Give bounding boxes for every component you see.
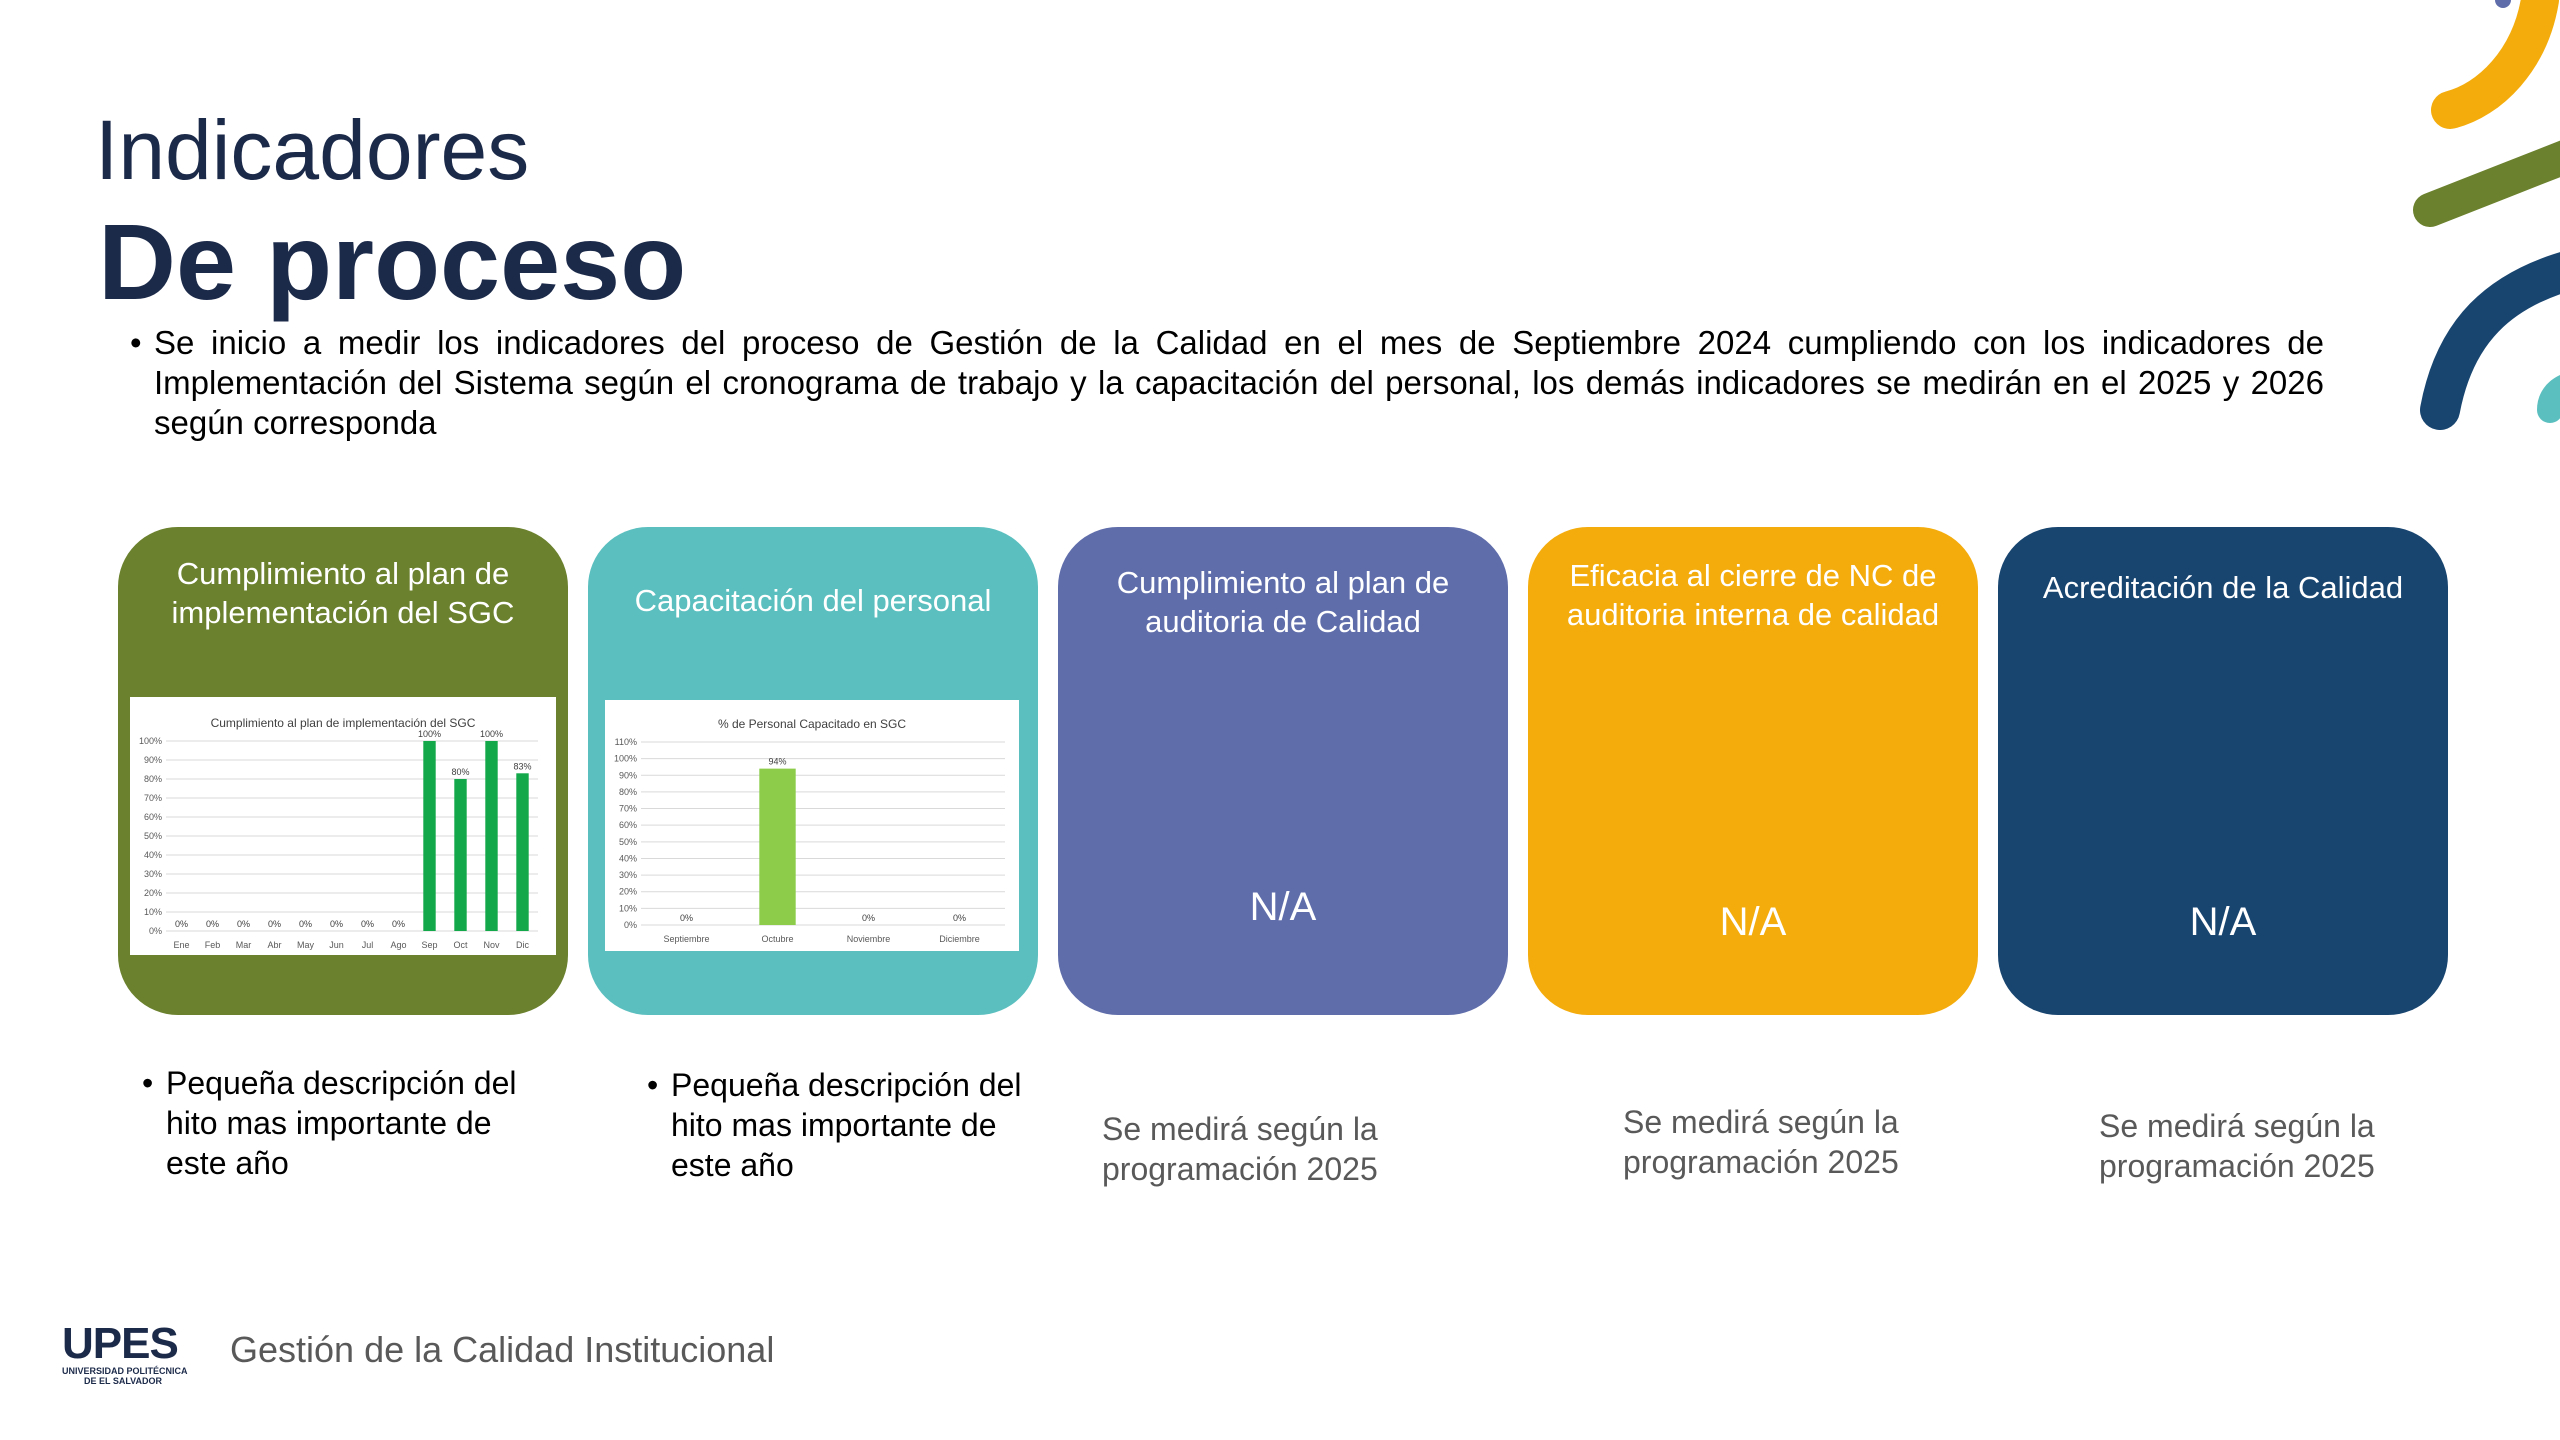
chart-svg — [605, 700, 1019, 951]
card-title: Acreditación de la Calidad — [2042, 570, 2404, 605]
bar — [516, 773, 528, 931]
data-label: 0% — [391, 919, 406, 929]
teal-stroke — [2550, 385, 2560, 410]
card-title: Cumplimiento al plan de implementación del SGC — [171, 556, 515, 630]
x-tick-label: Jul — [361, 940, 374, 950]
bar — [454, 779, 466, 931]
bar — [759, 769, 795, 925]
y-tick-label: 20% — [618, 886, 637, 897]
description-text: Pequeña descripción del hito mas importante de este año — [166, 1065, 517, 1181]
x-tick-label: Dic — [516, 940, 529, 950]
x-tick-label: Octubre — [761, 934, 794, 944]
description-card5: Se medirá según la programación 2025 — [2099, 1108, 2375, 1184]
y-tick-label: 100% — [138, 736, 162, 746]
y-tick-label: 20% — [143, 888, 162, 898]
y-tick-label: 100% — [613, 753, 637, 764]
y-tick-label: 90% — [618, 770, 637, 781]
card-value-na: N/A — [2189, 900, 2257, 944]
data-label: 100% — [417, 729, 442, 739]
x-tick-label: Jun — [329, 940, 344, 950]
yellow-stroke — [2450, 0, 2540, 110]
data-label: 0% — [360, 919, 375, 929]
intro-paragraph — [130, 323, 2324, 443]
y-tick-label: 60% — [618, 820, 637, 831]
card-value-na: N/A — [1719, 900, 1787, 944]
x-tick-label: Ago — [390, 940, 407, 950]
y-tick-label: 10% — [143, 907, 162, 917]
description-card3: Se medirá según la programación 2025 — [1102, 1111, 1378, 1187]
card-eficacia-nc — [1528, 527, 1978, 1015]
data-label: 0% — [861, 913, 876, 923]
data-label: 0% — [236, 919, 251, 929]
chart-title: % de Personal Capacitado en SGC — [717, 717, 907, 731]
y-tick-label: 30% — [618, 870, 637, 881]
card-value-na: N/A — [1249, 885, 1317, 929]
slide-title: Indicadores — [95, 103, 530, 197]
card-title: Cumplimiento al plan de auditoria de Calidad — [1116, 565, 1450, 639]
bullet-glyph: • — [647, 1067, 659, 1103]
footer-label: Gestión de la Calidad Institucional — [230, 1329, 775, 1370]
x-tick-label: Ene — [173, 940, 190, 950]
card-title: Capacitación del personal — [634, 583, 992, 618]
data-label: 0% — [267, 919, 282, 929]
data-label: 0% — [174, 919, 189, 929]
card-acreditacion-calidad — [1998, 527, 2448, 1015]
data-label: 0% — [952, 913, 967, 923]
data-label: 0% — [205, 919, 220, 929]
data-label: 94% — [768, 756, 787, 767]
logo-wordmark: UPES — [62, 1319, 178, 1368]
y-tick-label: 50% — [143, 831, 162, 841]
x-tick-label: Diciembre — [939, 934, 980, 944]
upes-logo — [62, 1319, 192, 1392]
x-tick-label: Feb — [204, 940, 221, 950]
x-tick-label: Oct — [453, 940, 468, 950]
description-card1 — [142, 1063, 526, 1183]
y-tick-label: 60% — [143, 812, 162, 822]
y-tick-label: 80% — [618, 786, 637, 797]
logo-subtext: UNIVERSIDAD POLITÉCNICA — [62, 1366, 188, 1376]
chart-implementacion-sgc — [130, 697, 556, 955]
y-tick-label: 110% — [614, 737, 637, 747]
chart-title: Cumplimiento al plan de implementación del SGC — [210, 716, 476, 730]
x-tick-label: May — [296, 940, 315, 950]
slide-subtitle: De proceso — [98, 201, 687, 322]
y-tick-label: 0% — [623, 920, 637, 930]
chart-capacitacion-personal — [605, 700, 1019, 951]
description-text: Pequeña descripción del hito mas importante de este año — [671, 1067, 1022, 1183]
navy-stroke — [2440, 270, 2560, 410]
y-tick-label: 30% — [143, 869, 162, 879]
description-card2 — [647, 1065, 1031, 1185]
x-tick-label: Septiembre — [663, 934, 710, 944]
blue-dot — [2495, 0, 2511, 8]
bullet-glyph: • — [142, 1065, 154, 1101]
y-tick-label: 90% — [143, 755, 162, 765]
data-label: 0% — [329, 919, 344, 929]
y-tick-label: 40% — [618, 853, 637, 864]
y-tick-label: 10% — [618, 903, 637, 914]
card-implementacion-sgc — [118, 527, 568, 1015]
card-auditoria-calidad — [1058, 527, 1508, 1015]
bar — [423, 741, 435, 931]
bar — [485, 741, 497, 931]
y-tick-label: 70% — [618, 803, 637, 814]
y-tick-label: 80% — [143, 774, 162, 784]
data-label: 0% — [298, 919, 313, 929]
description-card4: Se medirá según la programación 2025 — [1623, 1104, 1899, 1180]
data-label: 0% — [679, 913, 694, 923]
olive-stroke — [2430, 155, 2560, 210]
x-tick-label: Nov — [483, 940, 500, 950]
intro-text: Se inicio a medir los indicadores del proceso de Gestión de la Calidad en el mes de Septiembre 2024 cumpliendo con los indicadores de Implementación del Sistema según el cronograma de trabajo y la capacitación del personal, los demás indicadores se medirán en el 2025 y 2026 según corresponda — [154, 324, 2324, 441]
x-tick-label: Sep — [421, 940, 438, 950]
x-tick-label: Noviembre — [846, 934, 891, 944]
y-tick-label: 70% — [143, 793, 162, 803]
data-label: 83% — [513, 761, 532, 772]
x-tick-label: Abr — [267, 940, 282, 950]
bullet-glyph: • — [130, 324, 142, 361]
decorative-brush-strokes — [2410, 0, 2560, 430]
chart-svg — [130, 697, 556, 955]
card-capacitacion-personal — [588, 527, 1038, 1015]
data-label: 80% — [451, 767, 470, 777]
x-tick-label: Mar — [235, 940, 252, 950]
logo-subtext: DE EL SALVADOR — [84, 1376, 163, 1386]
y-tick-label: 40% — [143, 850, 162, 860]
card-title: Eficacia al cierre de NC de auditoria interna de calidad — [1566, 558, 1940, 632]
y-tick-label: 0% — [148, 926, 162, 936]
y-tick-label: 50% — [618, 836, 637, 847]
data-label: 100% — [479, 729, 504, 739]
